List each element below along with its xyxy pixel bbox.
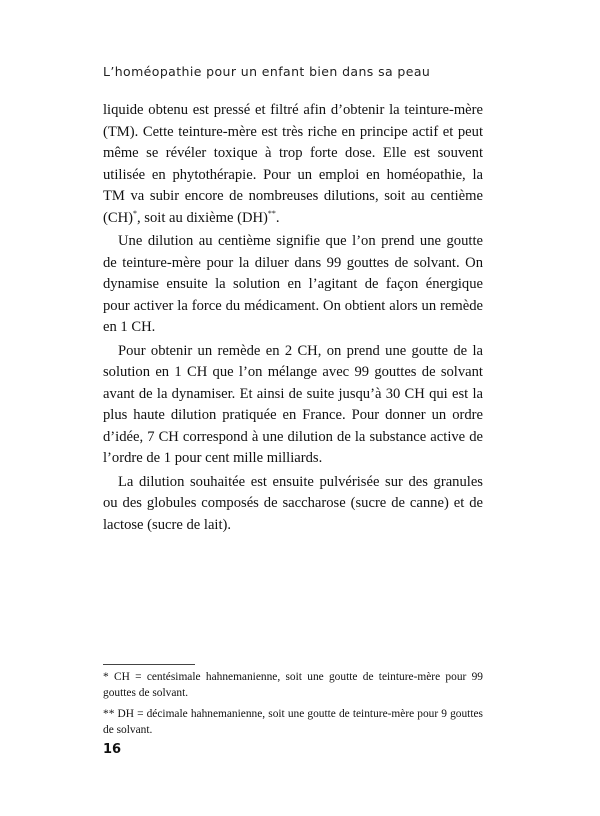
paragraph-3: Pour obtenir un remède en 2 CH, on prend une goutte de la solution en 1 CH que l’on mélange avec 99 gouttes de solvant avant de la dynamiser. Et ainsi de suite jusqu’à 30 CH qui est la plus haute dilution pratiquée en France. Pour donner un ordre d’idée, 7 CH correspond à une dilution de la substance active de l’ordre de 1 pour cent mille milliards. xyxy=(103,342,483,466)
paragraph-1-text-a: liquide obtenu est pressé et filtré afin d’obtenir la teinture-mère (TM). Cette teinture-mère est très riche en principe actif et peut même se révéler toxique à trop forte dose. Elle est souvent utilisée en phytothérapie. Pour un emploi en homéopathie, la TM va subir encore de nombreuses dilutions, soit au centième (CH) xyxy=(103,102,483,226)
footnote-2: ** DH = décimale hahnemanienne, soit une goutte de teinture-mère pour 9 gouttes de solvant. xyxy=(103,708,483,736)
footnotes xyxy=(103,670,483,744)
paragraph-1-text-b: , soit au dixième (DH) xyxy=(137,209,268,226)
footnote-ref-2: ** xyxy=(267,208,276,218)
running-header: L’homéopathie pour un enfant bien dans sa peau xyxy=(103,64,431,79)
main-text xyxy=(103,100,483,536)
paragraph-1-text-c: . xyxy=(275,209,280,226)
paragraph-4: La dilution souhaitée est ensuite pulvérisée sur des granules ou des globules composés de saccharose (sucre de canne) et de lactose (sucre de lait). xyxy=(103,473,483,533)
page-number: 16 xyxy=(103,742,122,757)
paragraph-1 xyxy=(103,100,483,229)
footnote-ref-1: * xyxy=(133,208,137,218)
paragraph-2: Une dilution au centième signifie que l’on prend une goutte de teinture-mère pour la diluer dans 99 gouttes de solvant. On dynamise ensuite la solution en l’agitant de façon énergique pour activer la force du médicament. On obtient alors un remède en 1 CH. xyxy=(103,233,483,335)
footnote-1: * CH = centésimale hahnemanienne, soit une goutte de teinture-mère pour 99 gouttes de solvant. xyxy=(103,671,483,699)
footnote-divider xyxy=(103,664,195,665)
